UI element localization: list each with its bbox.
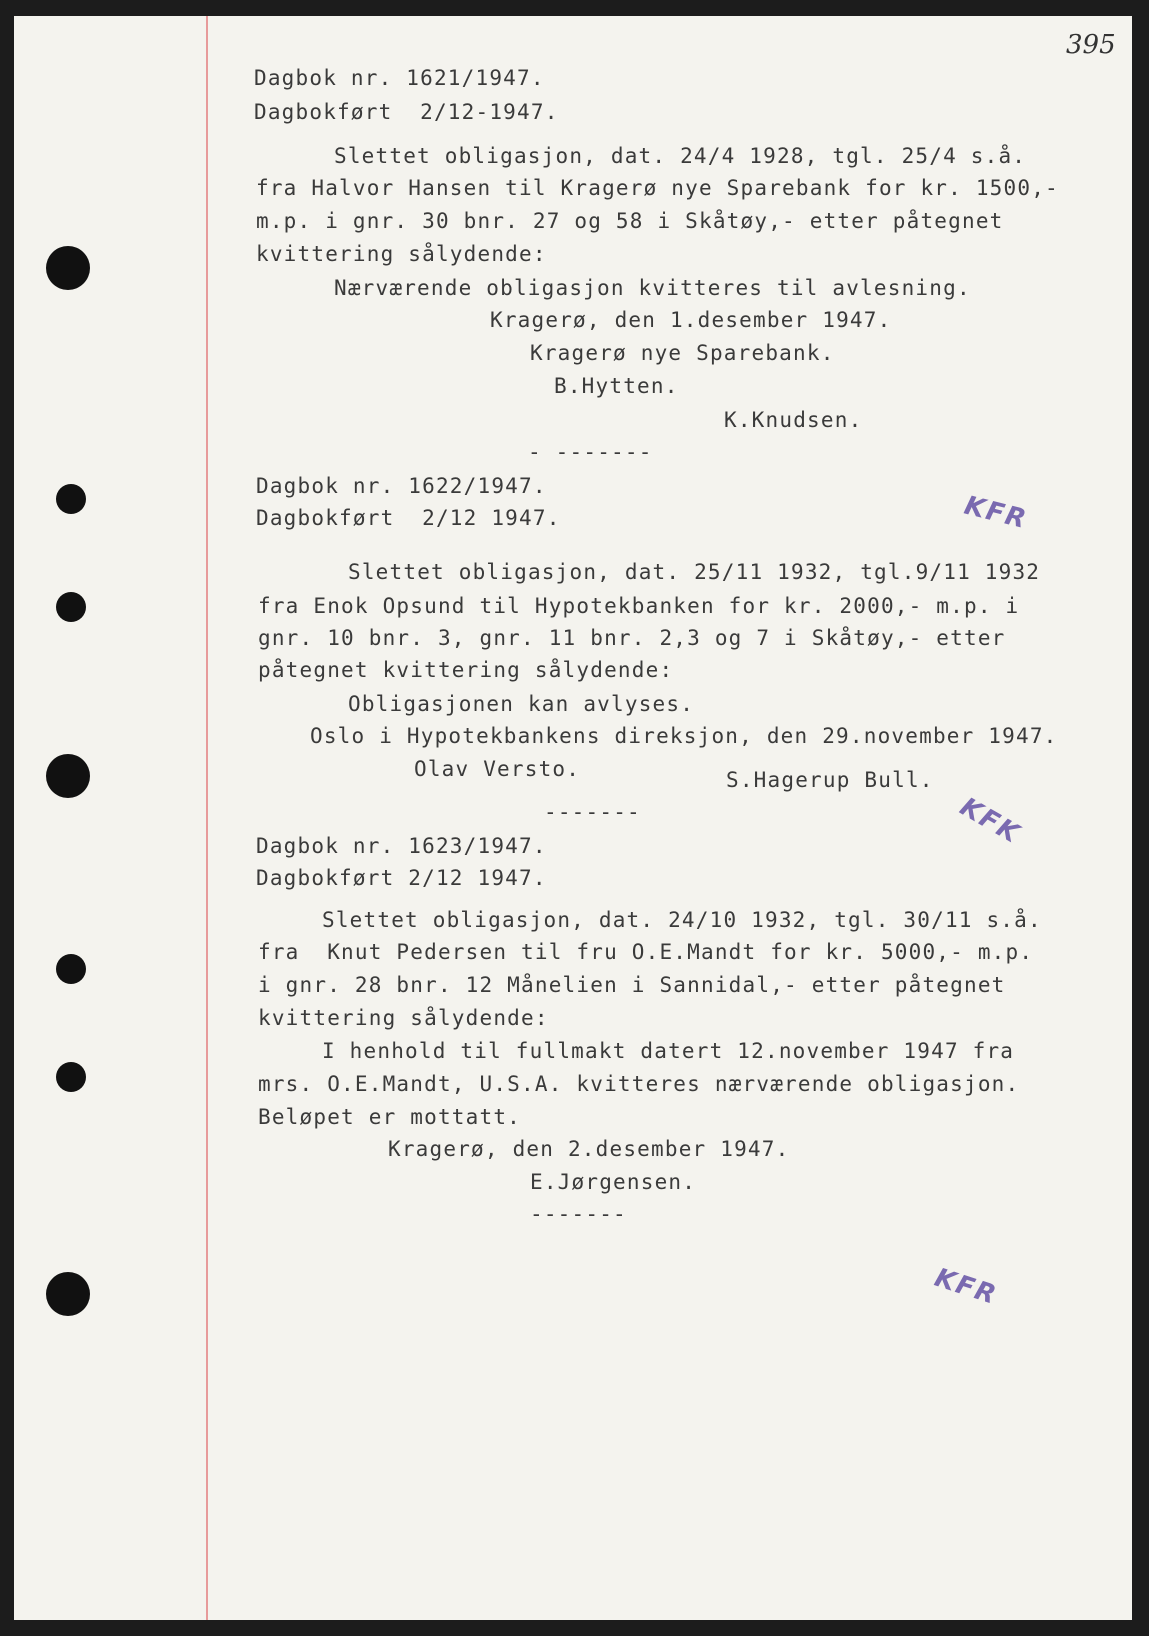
entry2-line2: Dagbokført 2/12 1947. [256, 506, 561, 530]
entry3-separator: ------- [530, 1202, 627, 1226]
entry1-line11: K.Knudsen. [724, 408, 863, 432]
punch-hole [56, 1062, 86, 1092]
entry2-line7: Obligasjonen kan avlyses. [348, 692, 695, 716]
entry2-line5: gnr. 10 bnr. 3, gnr. 11 bnr. 2,3 og 7 i Skåtøy,- etter [258, 626, 1006, 650]
entry1-line2: Dagbokført 2/12-1947. [254, 100, 559, 124]
entry3-line10: Kragerø, den 2.desember 1947. [388, 1137, 790, 1161]
punch-hole [46, 246, 90, 290]
kfk-stamp: KFK [954, 791, 1026, 851]
entry2-line3: Slettet obligasjon, dat. 25/11 1932, tgl.9/11 1932 [348, 560, 1041, 584]
entry1-line4: fra Halvor Hansen til Kragerø nye Sparebank for kr. 1500,- [256, 176, 1059, 200]
kfr-stamp: KFR [930, 1262, 1002, 1312]
punch-hole [46, 1272, 90, 1316]
entry3-line7: I henhold til fullmakt datert 12.november 1947 fra [322, 1039, 1015, 1063]
entry1-line1: Dagbok nr. 1621/1947. [254, 66, 545, 90]
kfr-stamp: KFR [961, 490, 1031, 536]
document-page [14, 16, 1132, 1620]
entry3-line11: E.Jørgensen. [530, 1170, 697, 1194]
entry2-line6: påtegnet kvittering sålydende: [258, 658, 674, 682]
entry3-line2: Dagbokført 2/12 1947. [256, 866, 547, 890]
entry1-line5: m.p. i gnr. 30 bnr. 27 og 58 i Skåtøy,- etter påtegnet [256, 209, 1004, 233]
punch-hole [56, 592, 86, 622]
entry1-line3: Slettet obligasjon, dat. 24/4 1928, tgl. 25/4 s.å. [334, 144, 1027, 168]
entry1-separator: - ------- [528, 440, 653, 464]
punch-hole [56, 954, 86, 984]
entry2-line4: fra Enok Opsund til Hypotekbanken for kr. 2000,- m.p. i [258, 594, 1020, 618]
entry2-line8: Oslo i Hypotekbankens direksjon, den 29.november 1947. [310, 724, 1058, 748]
entry3-line5: i gnr. 28 bnr. 12 Månelien i Sannidal,- etter påtegnet [258, 973, 1006, 997]
entry3-line1: Dagbok nr. 1623/1947. [256, 834, 547, 858]
entry2-line10: S.Hagerup Bull. [726, 768, 934, 792]
punch-hole [56, 484, 86, 514]
entry3-line3: Slettet obligasjon, dat. 24/10 1932, tgl. 30/11 s.å. [322, 908, 1042, 932]
entry3-line9: Beløpet er mottatt. [258, 1105, 522, 1129]
entry1-line9: Kragerø nye Sparebank. [530, 341, 835, 365]
entry2-line1: Dagbok nr. 1622/1947. [256, 474, 547, 498]
entry2-line9: Olav Versto. [414, 757, 581, 781]
margin-line [206, 16, 208, 1620]
entry1-line10: B.Hytten. [554, 374, 679, 398]
page-number: 395 [1066, 30, 1116, 60]
entry2-separator: ------- [544, 800, 641, 824]
entry3-line6: kvittering sålydende: [258, 1006, 549, 1030]
entry1-line7: Nærværende obligasjon kvitteres til avlesning. [334, 276, 971, 300]
entry3-line4: fra Knut Pedersen til fru O.E.Mandt for kr. 5000,- m.p. [258, 940, 1034, 964]
punch-hole [46, 754, 90, 798]
entry1-line8: Kragerø, den 1.desember 1947. [490, 308, 892, 332]
entry3-line8: mrs. O.E.Mandt, U.S.A. kvitteres nærværende obligasjon. [258, 1072, 1020, 1096]
entry1-line6: kvittering sålydende: [256, 242, 547, 266]
